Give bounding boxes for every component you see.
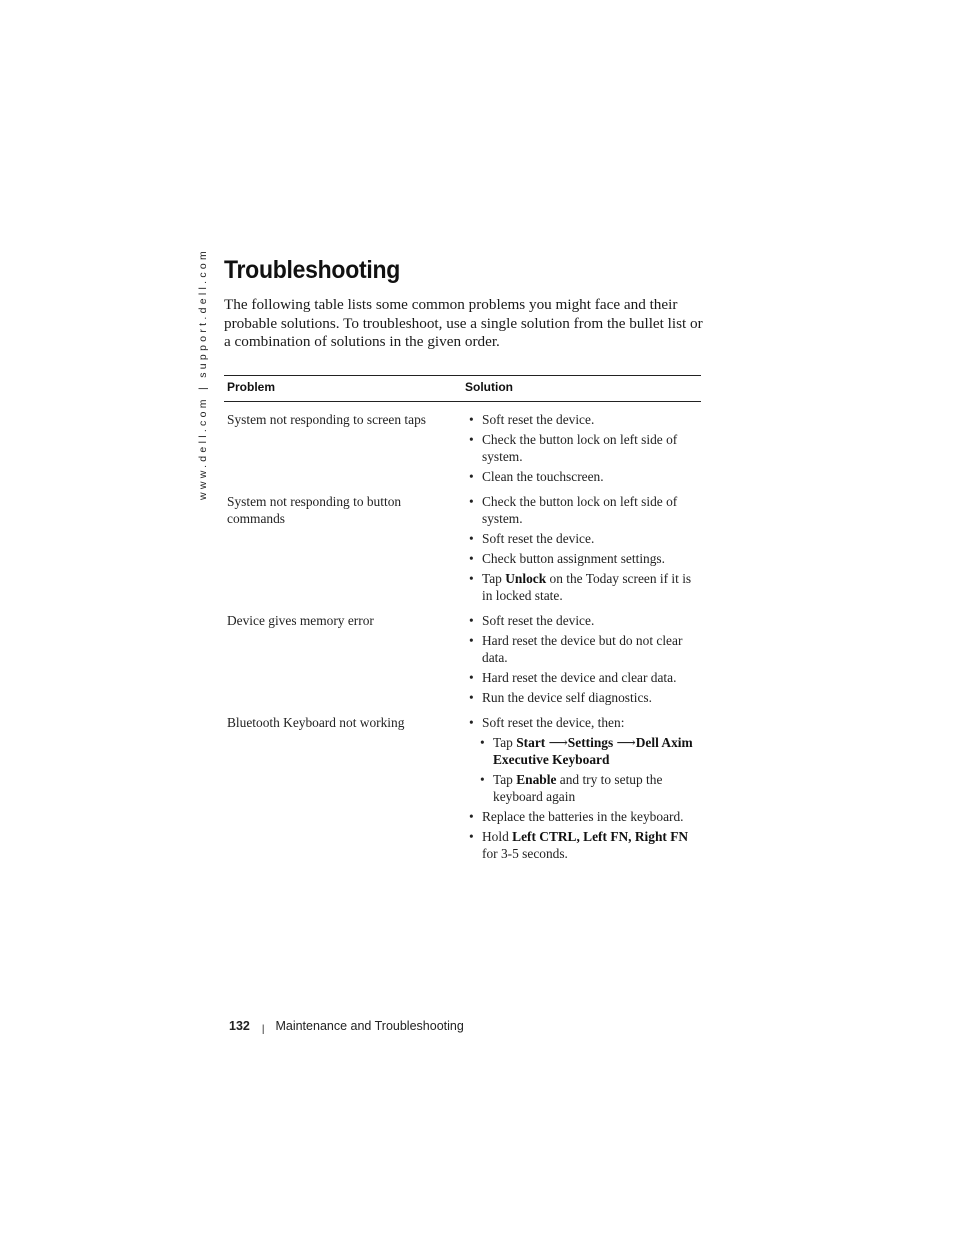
intro-paragraph: The following table lists some common problems you might face and their probable solutions. To troubleshoot, use a single solution from the bullet list or a combination of solutions in the given order. [224, 296, 703, 350]
side-url: www.dell.com | support.dell.com [197, 247, 209, 500]
problem-cell: Bluetooth Keyboard not working [227, 715, 405, 730]
page-number: 132 [229, 1019, 250, 1033]
solution-item: • Soft reset the device. [469, 613, 595, 628]
footer-separator: | [261, 1024, 265, 1035]
page-title: Troubleshooting [224, 256, 401, 284]
solution-item: • Replace the batteries in the keyboard. [469, 809, 684, 824]
solution-list [469, 411, 701, 485]
solution-item: • Hold Left CTRL, Left FN, Right FN for 3-5 seconds. [469, 829, 689, 861]
solution-item: • Soft reset the device. [469, 531, 595, 546]
table-row [224, 493, 701, 604]
header-problem: Problem [227, 380, 276, 394]
solution-item: • Clean the touchscreen. [469, 469, 604, 484]
table-header [224, 376, 701, 402]
solution-list [469, 714, 701, 862]
solution-item: • Check the button lock on left side of system. [469, 494, 678, 526]
solution-item: • Tap Unlock on the Today screen if it is in locked state. [469, 571, 692, 603]
solution-item: • Soft reset the device, then: [469, 715, 625, 730]
arrow-icon: ⟶ [545, 735, 568, 750]
table-row [224, 714, 701, 862]
solution-sub-item: • Tap Enable and try to setup the keyboard again [480, 772, 663, 804]
problem-cell: Device gives memory error [227, 613, 374, 628]
problem-cell: System not responding to screen taps [227, 412, 426, 427]
solution-list [469, 493, 701, 604]
solution-item: • Check button assignment settings. [469, 551, 665, 566]
page-footer [229, 1019, 464, 1033]
troubleshooting-table [224, 375, 701, 865]
solution-item: • Run the device self diagnostics. [469, 690, 652, 705]
solution-list [469, 612, 701, 706]
table-row [224, 411, 701, 485]
solution-item: • Soft reset the device. [469, 412, 595, 427]
header-solution: Solution [465, 380, 513, 394]
footer-section: Maintenance and Troubleshooting [275, 1019, 464, 1033]
solution-item: • Check the button lock on left side of system. [469, 432, 678, 464]
table-row [224, 612, 701, 706]
solution-item: • Hard reset the device but do not clear data. [469, 633, 683, 665]
problem-cell: System not responding to button commands [227, 494, 402, 526]
arrow-icon: ⟶ [613, 735, 636, 750]
solution-item: • Hard reset the device and clear data. [469, 670, 677, 685]
solution-sub-item: • Tap Start ⟶Settings ⟶Dell Axim Executive Keyboard [480, 735, 693, 767]
